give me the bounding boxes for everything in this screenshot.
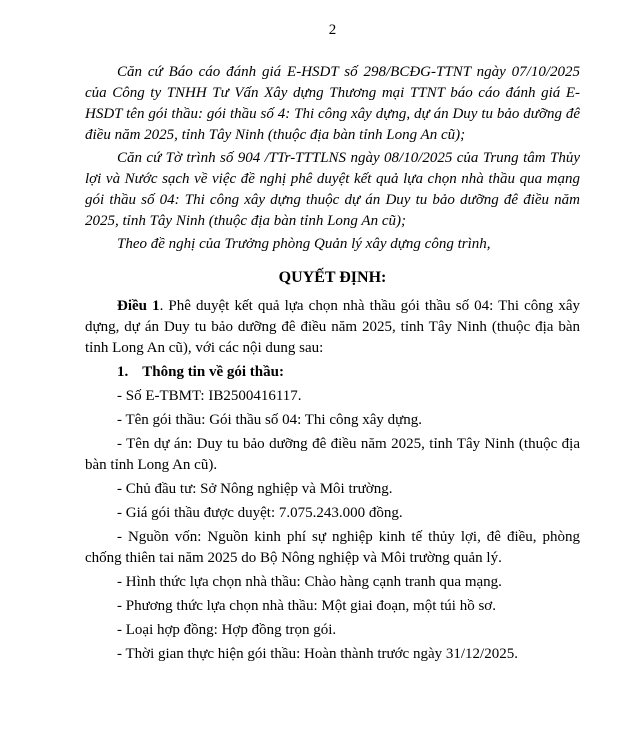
- list-item-funding-source: - Nguồn vốn: Nguồn kinh phí sự nghiệp kinh tế thủy lợi, đê điều, phòng chống thiên tai năm 2025 do Bộ Nông nghiệp và Môi trường quản lý.: [85, 529, 580, 566]
- list-item-contract-type: - Loại hợp đồng: Hợp đồng trọn gói.: [117, 622, 337, 638]
- citation-paragraph-1: Căn cứ Báo cáo đánh giá E-HSDT số 298/BCĐG-TTNT ngày 07/10/2025 của Công ty TNHH Tư Vấn Xây dựng Thương mại TTNT báo cáo đánh giá E-HSDT tên gói thầu: gói thầu số 4: Thi công xây dựng, dự án Duy tu bảo dưỡng đê điều năm 2025, tỉnh Tây Ninh (thuộc địa bàn tỉnh Long An cũ);: [85, 64, 580, 143]
- list-item-duration: - Thời gian thực hiện gói thầu: Hoàn thành trước ngày 31/12/2025.: [117, 646, 518, 662]
- section-1-number: 1.: [117, 364, 129, 380]
- decision-heading: QUYẾT ĐỊNH:: [278, 269, 387, 286]
- section-1-title: Thông tin về gói thầu:: [142, 364, 284, 380]
- article-1-text: . Phê duyệt kết quả lựa chọn nhà thầu gói thầu số 04: Thi công xây dựng, dự án Duy tu bảo dưỡng đê điều năm 2025, tỉnh Tây Ninh (thuộc địa bàn tỉnh Long An cũ), với các nội dung sau:: [85, 298, 580, 356]
- article-1-paragraph: [85, 296, 580, 359]
- list-item-selection-method: - Phương thức lựa chọn nhà thầu: Một giai đoạn, một túi hồ sơ.: [117, 598, 496, 614]
- citation-paragraph-2: Căn cứ Tờ trình số 904 /TTr-TTTLNS ngày 08/10/2025 của Trung tâm Thủy lợi và Nước sạch về việc đề nghị phê duyệt kết quả lựa chọn nhà thầu qua mạng gói thầu số 04: Thi công xây dựng thuộc dự án Duy tu bảo dưỡng đê điều năm 2025, tỉnh Tây Ninh (thuộc địa bàn tỉnh Long An cũ);: [85, 150, 580, 229]
- list-item-project-name: - Tên dự án: Duy tu bảo dưỡng đê điều năm 2025, tỉnh Tây Ninh (thuộc địa bàn tỉnh Long An cũ).: [85, 436, 580, 473]
- article-1-label: Điều 1: [117, 298, 160, 314]
- proposal-paragraph: Theo đề nghị của Trưởng phòng Quản lý xây dựng công trình,: [117, 236, 491, 252]
- list-item-investor: - Chủ đầu tư: Sở Nông nghiệp và Môi trường.: [117, 481, 393, 497]
- list-item-approved-price: - Giá gói thầu được duyệt: 7.075.243.000 đồng.: [117, 505, 403, 521]
- page-number: 2: [328, 22, 337, 38]
- list-item-selection-form: - Hình thức lựa chọn nhà thầu: Chào hàng cạnh tranh qua mạng.: [117, 574, 502, 590]
- list-item-package-name: - Tên gói thầu: Gói thầu số 04: Thi công xây dựng.: [117, 412, 423, 428]
- section-1-heading: [85, 362, 580, 383]
- list-item-etbmt: - Số E-TBMT: IB2500416117.: [117, 388, 302, 404]
